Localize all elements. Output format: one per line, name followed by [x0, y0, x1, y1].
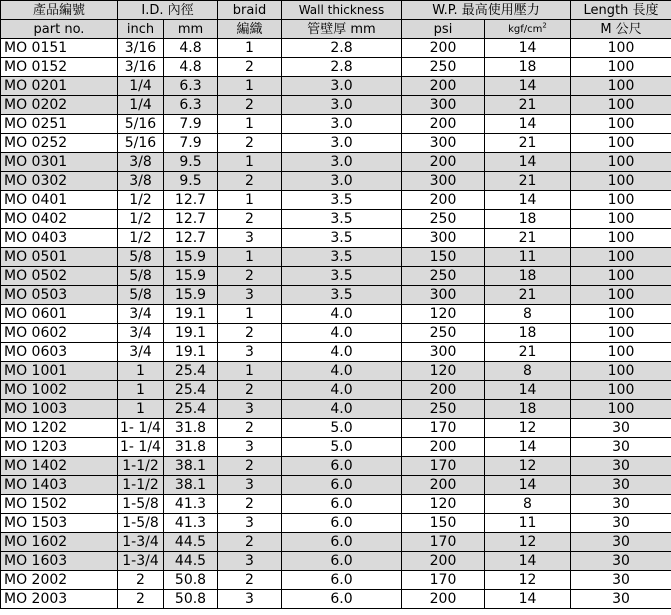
mm-cell: 12.7 [164, 229, 218, 248]
kgf-cell: 18 [485, 324, 571, 343]
header-row-2 [1, 20, 671, 39]
kgf-cell: 21 [485, 172, 571, 191]
wall-thickness-cell: 3.0 [282, 134, 402, 153]
mm-cell: 7.9 [164, 115, 218, 134]
part-no-cell: MO 2002 [1, 571, 118, 590]
length-cell: 30 [571, 438, 671, 457]
kgf-cell: 14 [485, 381, 571, 400]
length-cell: 30 [571, 476, 671, 495]
part-no-cell: MO 0603 [1, 343, 118, 362]
header-kgf [485, 20, 571, 39]
braid-cell: 2 [218, 419, 282, 438]
braid-cell: 2 [218, 381, 282, 400]
part-no-cell: MO 2003 [1, 590, 118, 609]
part-no-cell: MO 0301 [1, 153, 118, 172]
braid-cell: 3 [218, 476, 282, 495]
table-row [1, 590, 671, 609]
kgf-cell: 14 [485, 153, 571, 172]
mm-cell: 15.9 [164, 286, 218, 305]
mm-cell: 38.1 [164, 457, 218, 476]
braid-cell: 2 [218, 58, 282, 77]
inch-cell: 5/8 [118, 248, 164, 267]
header-part-no: part no. [1, 20, 118, 39]
length-cell: 100 [571, 77, 671, 96]
part-no-cell: MO 0602 [1, 324, 118, 343]
table-row [1, 495, 671, 514]
psi-cell: 170 [402, 533, 485, 552]
wall-thickness-cell: 6.0 [282, 476, 402, 495]
mm-cell: 41.3 [164, 495, 218, 514]
psi-cell: 200 [402, 115, 485, 134]
length-cell: 100 [571, 400, 671, 419]
wall-thickness-cell: 6.0 [282, 495, 402, 514]
inch-cell: 1-5/8 [118, 514, 164, 533]
table-row [1, 457, 671, 476]
mm-cell: 4.8 [164, 58, 218, 77]
length-cell: 100 [571, 115, 671, 134]
header-braid: braid [218, 1, 282, 20]
header-part: 產品編號 [1, 1, 118, 20]
braid-cell: 3 [218, 514, 282, 533]
table-row [1, 58, 671, 77]
inch-cell: 1/4 [118, 96, 164, 115]
psi-cell: 170 [402, 419, 485, 438]
part-no-cell: MO 0502 [1, 267, 118, 286]
kgf-cell: 18 [485, 210, 571, 229]
table-row [1, 552, 671, 571]
table-row [1, 381, 671, 400]
braid-cell: 3 [218, 343, 282, 362]
mm-cell: 6.3 [164, 96, 218, 115]
kgf-cell: 21 [485, 343, 571, 362]
part-no-cell: MO 1403 [1, 476, 118, 495]
length-cell: 30 [571, 495, 671, 514]
mm-cell: 31.8 [164, 419, 218, 438]
wall-thickness-cell: 3.5 [282, 210, 402, 229]
length-cell: 100 [571, 172, 671, 191]
psi-cell: 200 [402, 191, 485, 210]
mm-cell: 12.7 [164, 191, 218, 210]
inch-cell: 3/4 [118, 343, 164, 362]
inch-cell: 1-1/2 [118, 476, 164, 495]
psi-cell: 300 [402, 172, 485, 191]
inch-cell: 5/8 [118, 267, 164, 286]
braid-cell: 2 [218, 324, 282, 343]
mm-cell: 19.1 [164, 343, 218, 362]
part-no-cell: MO 0501 [1, 248, 118, 267]
psi-cell: 200 [402, 381, 485, 400]
mm-cell: 50.8 [164, 590, 218, 609]
header-psi: psi [402, 20, 485, 39]
inch-cell: 1/2 [118, 191, 164, 210]
part-no-cell: MO 1003 [1, 400, 118, 419]
length-cell: 30 [571, 590, 671, 609]
kgf-cell: 12 [485, 419, 571, 438]
psi-cell: 150 [402, 248, 485, 267]
psi-cell: 120 [402, 305, 485, 324]
inch-cell: 3/16 [118, 58, 164, 77]
inch-cell: 1-1/2 [118, 457, 164, 476]
table-row [1, 476, 671, 495]
mm-cell: 31.8 [164, 438, 218, 457]
braid-cell: 3 [218, 286, 282, 305]
length-cell: 100 [571, 362, 671, 381]
mm-cell: 25.4 [164, 400, 218, 419]
braid-cell: 2 [218, 571, 282, 590]
inch-cell: 1/2 [118, 210, 164, 229]
mm-cell: 19.1 [164, 305, 218, 324]
wall-thickness-cell: 4.0 [282, 381, 402, 400]
inch-cell: 1 [118, 400, 164, 419]
wall-thickness-cell: 6.0 [282, 514, 402, 533]
braid-cell: 3 [218, 552, 282, 571]
inch-cell: 3/8 [118, 153, 164, 172]
psi-cell: 250 [402, 400, 485, 419]
mm-cell: 44.5 [164, 552, 218, 571]
kgf-cell: 21 [485, 134, 571, 153]
length-cell: 100 [571, 267, 671, 286]
table-row [1, 419, 671, 438]
part-no-cell: MO 1502 [1, 495, 118, 514]
wall-thickness-cell: 6.0 [282, 590, 402, 609]
kgf-cell: 21 [485, 96, 571, 115]
mm-cell: 41.3 [164, 514, 218, 533]
wall-thickness-cell: 4.0 [282, 362, 402, 381]
wall-thickness-cell: 6.0 [282, 571, 402, 590]
wall-thickness-cell: 4.0 [282, 343, 402, 362]
kgf-cell: 14 [485, 39, 571, 58]
mm-cell: 15.9 [164, 267, 218, 286]
part-no-cell: MO 1602 [1, 533, 118, 552]
psi-cell: 250 [402, 267, 485, 286]
length-cell: 100 [571, 210, 671, 229]
wall-thickness-cell: 3.0 [282, 172, 402, 191]
mm-cell: 6.3 [164, 77, 218, 96]
length-cell: 100 [571, 134, 671, 153]
length-cell: 100 [571, 191, 671, 210]
braid-cell: 3 [218, 229, 282, 248]
inch-cell: 3/16 [118, 39, 164, 58]
header-wall-unit: 管壁厚 mm [282, 20, 402, 39]
header-inch: inch [118, 20, 164, 39]
mm-cell: 15.9 [164, 248, 218, 267]
kgf-cell: 14 [485, 115, 571, 134]
table-row [1, 267, 671, 286]
length-cell: 100 [571, 229, 671, 248]
length-cell: 100 [571, 248, 671, 267]
wall-thickness-cell: 4.0 [282, 324, 402, 343]
part-no-cell: MO 0503 [1, 286, 118, 305]
part-no-cell: MO 0403 [1, 229, 118, 248]
braid-cell: 2 [218, 210, 282, 229]
mm-cell: 4.8 [164, 39, 218, 58]
kgf-cell: 8 [485, 495, 571, 514]
mm-cell: 50.8 [164, 571, 218, 590]
part-no-cell: MO 1603 [1, 552, 118, 571]
length-cell: 30 [571, 552, 671, 571]
wall-thickness-cell: 6.0 [282, 457, 402, 476]
wall-thickness-cell: 3.0 [282, 115, 402, 134]
braid-cell: 2 [218, 134, 282, 153]
mm-cell: 44.5 [164, 533, 218, 552]
mm-cell: 38.1 [164, 476, 218, 495]
wall-thickness-cell: 4.0 [282, 305, 402, 324]
part-no-cell: MO 1503 [1, 514, 118, 533]
inch-cell: 5/16 [118, 115, 164, 134]
wall-thickness-cell: 5.0 [282, 419, 402, 438]
kgf-cell: 14 [485, 438, 571, 457]
length-cell: 30 [571, 571, 671, 590]
header-length-unit: M 公尺 [571, 20, 671, 39]
kgf-cell: 18 [485, 267, 571, 286]
wall-thickness-cell: 3.0 [282, 96, 402, 115]
header-wall-thickness: Wall thickness [282, 1, 402, 20]
braid-cell: 1 [218, 191, 282, 210]
part-no-cell: MO 0401 [1, 191, 118, 210]
psi-cell: 300 [402, 343, 485, 362]
wall-thickness-cell: 6.0 [282, 552, 402, 571]
kgf-cell: 12 [485, 571, 571, 590]
header-inner-diameter: I.D. 內徑 [118, 1, 218, 20]
table-row [1, 343, 671, 362]
wall-thickness-cell: 2.8 [282, 39, 402, 58]
wall-thickness-cell: 4.0 [282, 400, 402, 419]
table-row [1, 191, 671, 210]
psi-cell: 200 [402, 476, 485, 495]
table-row [1, 229, 671, 248]
inch-cell: 1 [118, 381, 164, 400]
inch-cell: 1-3/4 [118, 533, 164, 552]
length-cell: 100 [571, 305, 671, 324]
part-no-cell: MO 0302 [1, 172, 118, 191]
table-row [1, 286, 671, 305]
header-length: Length 長度 [571, 1, 671, 20]
wall-thickness-cell: 5.0 [282, 438, 402, 457]
length-cell: 100 [571, 58, 671, 77]
mm-cell: 12.7 [164, 210, 218, 229]
inch-cell: 1- 1/4 [118, 419, 164, 438]
table-row [1, 172, 671, 191]
kgf-cell: 21 [485, 229, 571, 248]
braid-cell: 2 [218, 495, 282, 514]
inch-cell: 3/4 [118, 305, 164, 324]
table-row [1, 134, 671, 153]
length-cell: 100 [571, 153, 671, 172]
inch-cell: 1/2 [118, 229, 164, 248]
part-no-cell: MO 0252 [1, 134, 118, 153]
kgf-cell: 11 [485, 248, 571, 267]
psi-cell: 150 [402, 514, 485, 533]
psi-cell: 300 [402, 96, 485, 115]
part-no-cell: MO 0151 [1, 39, 118, 58]
braid-cell: 1 [218, 77, 282, 96]
table-row [1, 324, 671, 343]
header-mm: mm [164, 20, 218, 39]
braid-cell: 1 [218, 248, 282, 267]
length-cell: 30 [571, 419, 671, 438]
braid-cell: 2 [218, 533, 282, 552]
wall-thickness-cell: 3.5 [282, 248, 402, 267]
header-kgf-sup: 2 [542, 21, 547, 30]
braid-cell: 2 [218, 457, 282, 476]
table-row [1, 533, 671, 552]
kgf-cell: 11 [485, 514, 571, 533]
length-cell: 100 [571, 286, 671, 305]
inch-cell: 2 [118, 571, 164, 590]
header-kgf-label: kgf/cm [508, 23, 543, 35]
inch-cell: 2 [118, 590, 164, 609]
mm-cell: 7.9 [164, 134, 218, 153]
mm-cell: 9.5 [164, 153, 218, 172]
psi-cell: 200 [402, 590, 485, 609]
psi-cell: 250 [402, 324, 485, 343]
part-no-cell: MO 1002 [1, 381, 118, 400]
part-no-cell: MO 1203 [1, 438, 118, 457]
kgf-cell: 8 [485, 362, 571, 381]
kgf-cell: 14 [485, 552, 571, 571]
inch-cell: 5/16 [118, 134, 164, 153]
psi-cell: 300 [402, 229, 485, 248]
part-no-cell: MO 1001 [1, 362, 118, 381]
kgf-cell: 14 [485, 191, 571, 210]
kgf-cell: 8 [485, 305, 571, 324]
length-cell: 100 [571, 96, 671, 115]
kgf-cell: 18 [485, 58, 571, 77]
kgf-cell: 14 [485, 77, 571, 96]
part-no-cell: MO 1402 [1, 457, 118, 476]
braid-cell: 1 [218, 115, 282, 134]
braid-cell: 2 [218, 96, 282, 115]
kgf-cell: 14 [485, 476, 571, 495]
part-no-cell: MO 1202 [1, 419, 118, 438]
psi-cell: 200 [402, 77, 485, 96]
kgf-cell: 21 [485, 286, 571, 305]
inch-cell: 1-5/8 [118, 495, 164, 514]
table-row [1, 210, 671, 229]
length-cell: 100 [571, 39, 671, 58]
braid-cell: 1 [218, 153, 282, 172]
table-row [1, 153, 671, 172]
table-row [1, 571, 671, 590]
psi-cell: 120 [402, 362, 485, 381]
table-row [1, 77, 671, 96]
length-cell: 30 [571, 457, 671, 476]
psi-cell: 170 [402, 457, 485, 476]
kgf-cell: 14 [485, 590, 571, 609]
part-no-cell: MO 0402 [1, 210, 118, 229]
part-no-cell: MO 0202 [1, 96, 118, 115]
table-row [1, 514, 671, 533]
part-no-cell: MO 0601 [1, 305, 118, 324]
mm-cell: 19.1 [164, 324, 218, 343]
kgf-cell: 12 [485, 457, 571, 476]
wall-thickness-cell: 6.0 [282, 533, 402, 552]
psi-cell: 250 [402, 58, 485, 77]
wall-thickness-cell: 3.5 [282, 286, 402, 305]
psi-cell: 300 [402, 134, 485, 153]
header-braid-cn: 編織 [218, 20, 282, 39]
kgf-cell: 12 [485, 533, 571, 552]
part-no-cell: MO 0251 [1, 115, 118, 134]
length-cell: 100 [571, 381, 671, 400]
length-cell: 100 [571, 343, 671, 362]
mm-cell: 25.4 [164, 362, 218, 381]
psi-cell: 200 [402, 438, 485, 457]
length-cell: 30 [571, 514, 671, 533]
table-row [1, 438, 671, 457]
wall-thickness-cell: 3.5 [282, 229, 402, 248]
inch-cell: 1 [118, 362, 164, 381]
length-cell: 30 [571, 533, 671, 552]
wall-thickness-cell: 3.5 [282, 267, 402, 286]
braid-cell: 3 [218, 438, 282, 457]
wall-thickness-cell: 3.0 [282, 77, 402, 96]
inch-cell: 1- 1/4 [118, 438, 164, 457]
braid-cell: 1 [218, 362, 282, 381]
table-row [1, 362, 671, 381]
mm-cell: 9.5 [164, 172, 218, 191]
braid-cell: 2 [218, 172, 282, 191]
psi-cell: 300 [402, 286, 485, 305]
table-row [1, 400, 671, 419]
wall-thickness-cell: 3.5 [282, 191, 402, 210]
table-row [1, 305, 671, 324]
braid-cell: 1 [218, 305, 282, 324]
braid-cell: 3 [218, 590, 282, 609]
braid-cell: 3 [218, 400, 282, 419]
inch-cell: 1/4 [118, 77, 164, 96]
table-row [1, 248, 671, 267]
wall-thickness-cell: 2.8 [282, 58, 402, 77]
part-no-cell: MO 0152 [1, 58, 118, 77]
psi-cell: 250 [402, 210, 485, 229]
kgf-cell: 18 [485, 400, 571, 419]
inch-cell: 1-3/4 [118, 552, 164, 571]
braid-cell: 1 [218, 39, 282, 58]
psi-cell: 170 [402, 571, 485, 590]
braid-cell: 2 [218, 267, 282, 286]
wall-thickness-cell: 3.0 [282, 153, 402, 172]
part-no-cell: MO 0201 [1, 77, 118, 96]
inch-cell: 5/8 [118, 286, 164, 305]
table-row [1, 39, 671, 58]
psi-cell: 200 [402, 552, 485, 571]
inch-cell: 3/8 [118, 172, 164, 191]
psi-cell: 200 [402, 153, 485, 172]
table-row [1, 115, 671, 134]
header-working-pressure: W.P. 最高使用壓力 [402, 1, 571, 20]
psi-cell: 200 [402, 39, 485, 58]
header-row-1 [1, 1, 671, 20]
length-cell: 100 [571, 324, 671, 343]
psi-cell: 120 [402, 495, 485, 514]
table-row [1, 96, 671, 115]
inch-cell: 3/4 [118, 324, 164, 343]
mm-cell: 25.4 [164, 381, 218, 400]
